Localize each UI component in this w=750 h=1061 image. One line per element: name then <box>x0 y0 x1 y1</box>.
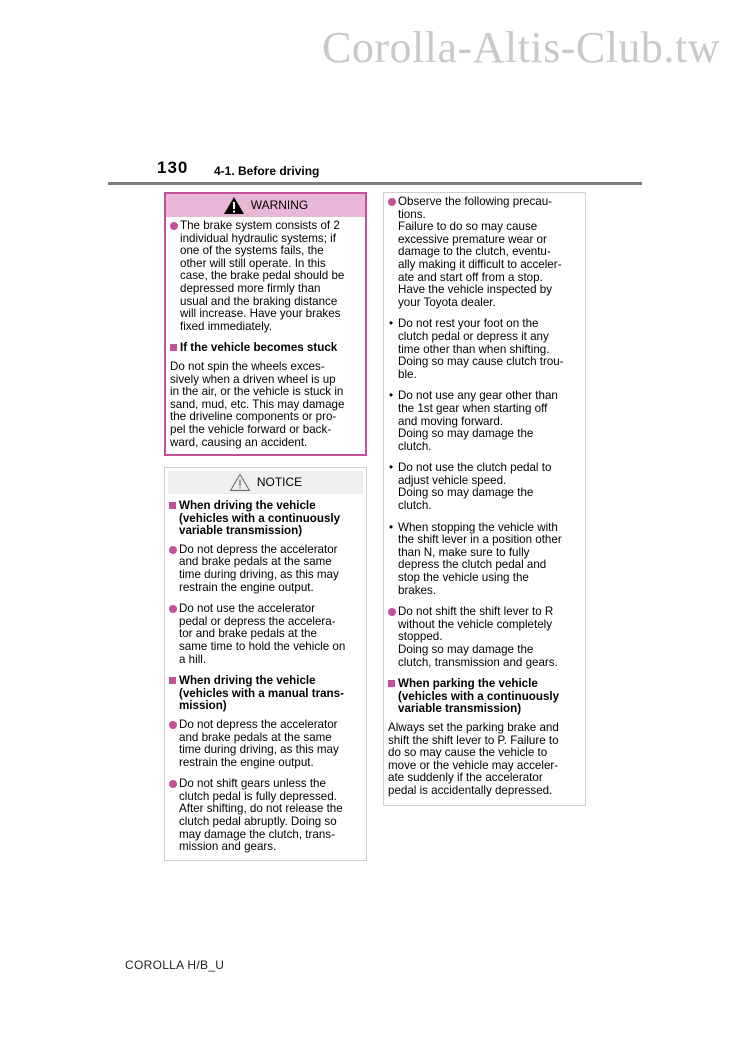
header-rule <box>108 182 642 185</box>
bullet-item: • Do not use the clutch pedal to adjust vehicle speed. Doing so may damage the clutch. <box>389 461 552 513</box>
square-bullet-icon <box>169 502 176 509</box>
warning-triangle-icon <box>223 196 245 215</box>
notice-box <box>164 467 367 861</box>
section-title: 4-1. Before driving <box>214 164 320 178</box>
warning-header <box>166 194 365 217</box>
notice-heading-cvt: When driving the vehicle (vehicles with a continuously variable transmission) <box>169 500 362 538</box>
warning-box <box>164 192 367 456</box>
bullet-item: • When stopping the vehicle with the shift lever in a position other than N, make sure to fully depress the clutch pedal and stop the vehicle using the brakes. <box>389 520 562 597</box>
notice-title: NOTICE <box>256 475 303 490</box>
parking-paragraph: Always set the parking brake and shift the shift lever to P. Failure to do so may cause the vehicle to move or the vehicle may acceler- ate suddenly if the accelerator pedal is accidentally depressed. <box>388 720 559 797</box>
notice-item: Do not shift gears unless the clutch pedal is fully depressed. After shifting, do not release the clutch pedal abruptly. Doing so may damage the clutch, trans- mission and gears. <box>169 778 362 854</box>
notice-triangle-icon <box>229 473 251 492</box>
notice-continued-box <box>383 192 586 806</box>
square-bullet-icon <box>169 677 176 684</box>
watermark: Corolla-Altis-Club.tw <box>322 23 720 72</box>
notice-item: Do not use the accelerator pedal or depress the accelera- tor and brake pedals at the same time to hold the vehicle on a hill. <box>169 603 362 666</box>
warning-sub-heading: If the vehicle becomes stuck <box>170 342 361 355</box>
square-bullet-icon <box>170 344 177 351</box>
notice-item: Do not depress the accelerator and brake pedals at the same time during driving, as this may restrain the engine output. <box>169 544 362 594</box>
page-number: 130 <box>157 158 189 177</box>
notice-item: Do not depress the accelerator and brake pedals at the same time during driving, as this may restrain the engine output. <box>169 719 362 769</box>
notice-heading-parking: When parking the vehicle (vehicles with a continuously variable transmission) <box>388 678 581 716</box>
warning-paragraph: Do not spin the wheels exces- sively when a driven wheel is up in the air, or the vehicle is stuck in sand, mud, etc. This may damage the driveline components or pro- pel the vehicle forward or back- ward, causing an accident. <box>170 359 345 449</box>
footer-code: COROLLA H/B_U <box>125 958 225 972</box>
notice-item: Do not shift the shift lever to R without the vehicle completely stopped. Doing so may damage the clutch, transmission and gears. <box>388 606 581 669</box>
notice-header <box>168 471 363 494</box>
warning-title: WARNING <box>250 198 309 213</box>
notice-item: Observe the following precau- tions. Failure to do so may cause excessive premature wear or damage to the clutch, eventu- ally making it difficult to acceler- ate and start off from a stop. Have the vehicle inspected by your Toyota dealer. <box>388 196 581 309</box>
bullet-item: • Do not use any gear other than the 1st gear when starting off and moving forward. Doing so may damage the clutch. <box>389 389 558 453</box>
bullet-item: • Do not rest your foot on the clutch pedal or depress it any time other than when shifting. Doing so may cause clutch trou- ble. <box>389 317 564 381</box>
notice-heading-manual: When driving the vehicle (vehicles with a manual trans- mission) <box>169 675 362 713</box>
warning-item: The brake system consists of 2 individual hydraulic systems; if one of the systems fails, the other will still operate. In this case, the brake pedal should be depressed more firmly than usual and the braking distance will increase. Have your brakes fixed immediately. <box>170 220 361 333</box>
square-bullet-icon <box>388 680 395 687</box>
